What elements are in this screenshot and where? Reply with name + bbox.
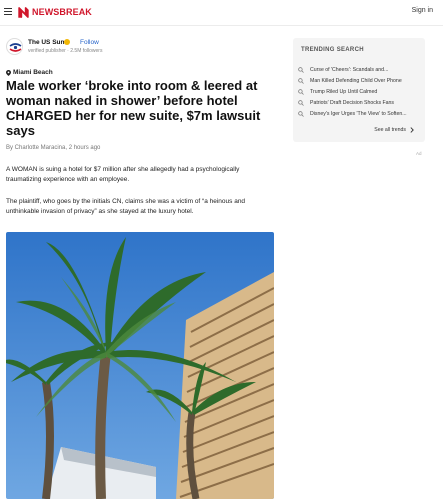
article-hero-image bbox=[6, 232, 274, 499]
article-paragraph: A WOMAN is suing a hotel for $7 million after she allegedly had a psychologically traumatizing experience with an employee. bbox=[6, 166, 240, 183]
see-all-trends-link[interactable] bbox=[374, 127, 415, 133]
publisher-row bbox=[6, 38, 276, 58]
search-icon bbox=[298, 78, 304, 84]
trending-search-item[interactable] bbox=[298, 75, 422, 86]
sign-in-link[interactable]: Sign in bbox=[411, 7, 433, 14]
trending-search-list bbox=[298, 64, 422, 119]
trending-search-title: TRENDING SEARCH bbox=[301, 47, 364, 53]
article-paragraph: The plaintiff, who goes by the initials CN, claims she was a victim of “a heinous and unthinkable invasion of privacy” as she stayed at the luxury hotel. bbox=[6, 198, 246, 215]
trending-search-label: Trump Riled Up Until Calmed bbox=[310, 88, 378, 95]
palm-trees-hotel-image bbox=[6, 232, 274, 499]
trending-search-item[interactable] bbox=[298, 97, 422, 108]
follow-button[interactable]: Follow bbox=[80, 39, 99, 46]
newsbreak-logo[interactable] bbox=[17, 5, 92, 19]
search-icon bbox=[298, 111, 304, 117]
trending-search-label: Patriots' Draft Decision Shocks Fans bbox=[310, 99, 395, 106]
trending-search-item[interactable] bbox=[298, 108, 422, 119]
publisher-name[interactable]: The US Sun bbox=[28, 39, 65, 46]
search-icon bbox=[298, 100, 304, 106]
trending-search-label: Disney's Iger Urges 'The View' to Soften... bbox=[310, 110, 407, 117]
trending-search-panel bbox=[293, 38, 425, 142]
location-pin-icon bbox=[6, 70, 11, 76]
location-tag[interactable] bbox=[6, 69, 53, 76]
newsbreak-logo-icon bbox=[17, 6, 30, 19]
menu-icon[interactable] bbox=[4, 8, 12, 16]
top-navigation-bar bbox=[0, 0, 443, 26]
verified-badge-icon bbox=[64, 39, 70, 45]
trending-search-label: Curse of 'Cheers': Scandals and... bbox=[310, 66, 389, 73]
trending-search-item[interactable] bbox=[298, 86, 422, 97]
publisher-avatar[interactable] bbox=[6, 38, 23, 55]
search-icon bbox=[298, 89, 304, 95]
chevron-right-icon bbox=[409, 127, 415, 133]
ad-label: Ad bbox=[416, 151, 422, 156]
logo-text: NEWSBREAK bbox=[32, 7, 92, 17]
trending-search-item[interactable] bbox=[298, 64, 422, 75]
us-sun-logo-icon bbox=[7, 39, 23, 55]
location-label: Miami Beach bbox=[13, 69, 53, 76]
see-all-trends-label: See all trends bbox=[374, 127, 406, 133]
search-icon bbox=[298, 67, 304, 73]
article-byline: By Charlotte Maracina, 2 hours ago bbox=[6, 145, 101, 151]
publisher-subtitle: verified publisher · 2.5M followers bbox=[28, 48, 103, 54]
article-headline: Male worker ‘broke into room & leered at woman naked in shower’ before hotel CHARGED her for new suite, $7m lawsuit says bbox=[6, 78, 261, 138]
trending-search-label: Man Killed Defending Child Over Phone bbox=[310, 77, 402, 84]
